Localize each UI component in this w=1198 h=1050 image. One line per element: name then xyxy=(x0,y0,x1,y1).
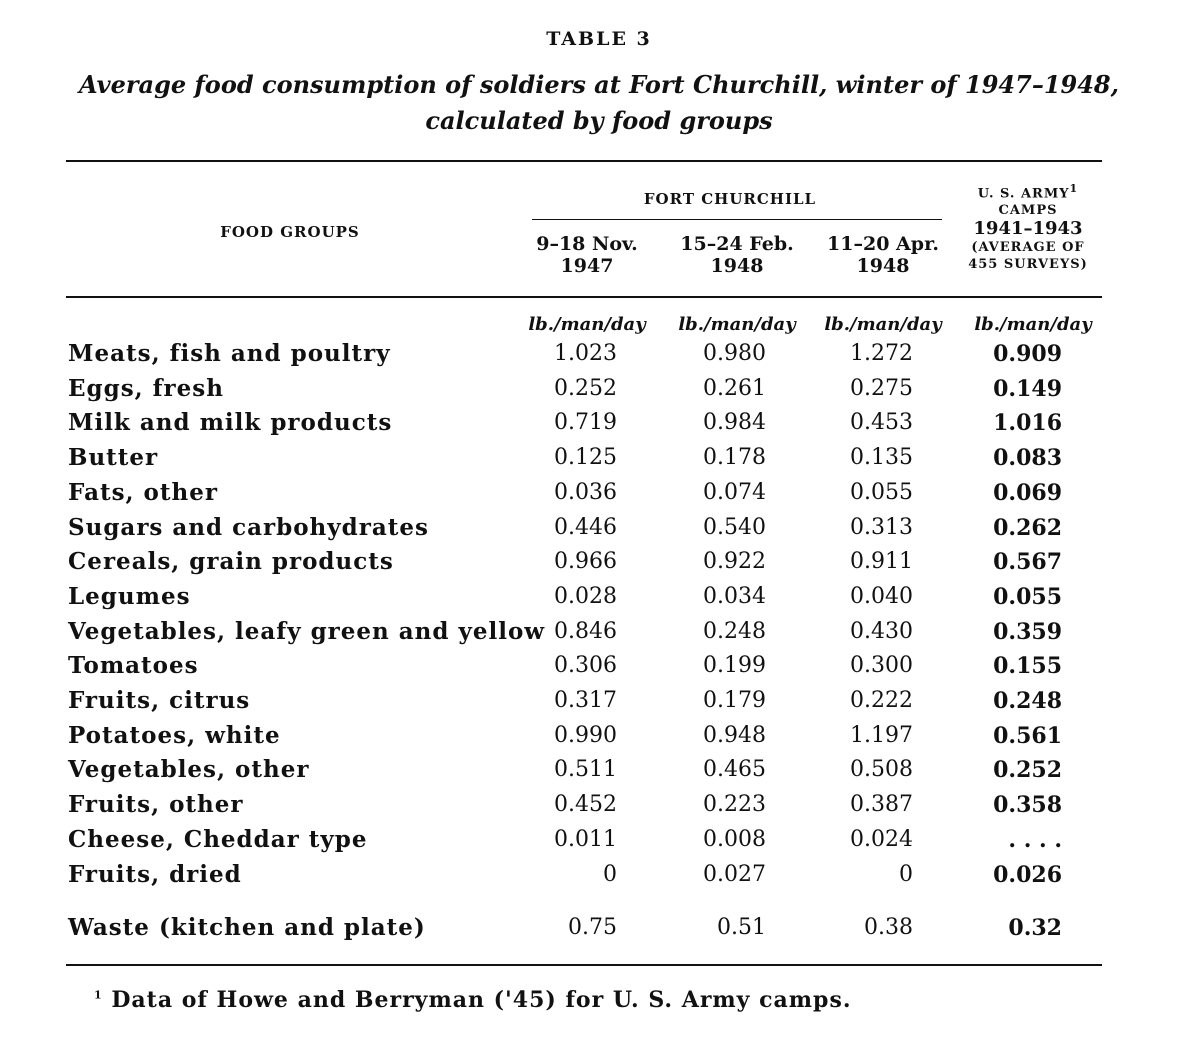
row-value-col-4: 1.016 xyxy=(993,410,1062,436)
row-value-col-2: 0.465 xyxy=(703,757,766,782)
col-1-header-date: 9–18 Nov. xyxy=(536,233,638,255)
row-label: Cheese, Cheddar type xyxy=(68,826,368,853)
row-value-col-4: 0.359 xyxy=(993,619,1062,645)
row-value-col-1: 0.252 xyxy=(554,376,617,401)
col-3-header-date: 11–20 Apr. xyxy=(827,233,939,255)
row-value-col-2: 0.248 xyxy=(703,619,766,644)
row-label: Fruits, citrus xyxy=(68,687,251,714)
row-value-col-1: 0.452 xyxy=(554,792,617,817)
row-value-col-4: 0.155 xyxy=(993,653,1062,679)
row-value-col-4: 0.909 xyxy=(993,341,1062,367)
row-value-col-1: 0.511 xyxy=(554,757,617,782)
row-value-col-1: 0.446 xyxy=(554,515,617,540)
row-value-col-3: 0 xyxy=(899,862,913,887)
row-label: Tomatoes xyxy=(68,652,199,679)
row-value-col-4: 0.083 xyxy=(993,445,1062,471)
row-value-col-1: 0.011 xyxy=(554,827,617,852)
row-value-col-4: 0.262 xyxy=(993,515,1062,541)
row-label: Potatoes, white xyxy=(68,722,281,749)
row-value-col-3: 0.300 xyxy=(850,653,913,678)
row-value-col-4: 0.561 xyxy=(993,723,1062,749)
row-value-col-4: 0.358 xyxy=(993,792,1062,818)
row-value-col-1: 0.317 xyxy=(554,688,617,713)
row-value-col-4: 0.149 xyxy=(993,376,1062,402)
row-label: Butter xyxy=(68,444,159,471)
row-value-col-3: 0.313 xyxy=(850,515,913,540)
row-label: Cereals, grain products xyxy=(68,548,394,575)
row-value-col-1: 0.306 xyxy=(554,653,617,678)
col-3-header-year: 1948 xyxy=(856,255,910,277)
top-rule xyxy=(66,160,1102,162)
unit-col-2: lb./man/day xyxy=(678,314,796,335)
row-value-col-1: 0.846 xyxy=(554,619,617,644)
col-1-header-year: 1947 xyxy=(560,255,614,277)
row-value-col-2: 0.034 xyxy=(703,584,766,609)
row-value-col-4: 0.055 xyxy=(993,584,1062,610)
fort-churchill-subrule xyxy=(532,219,942,220)
row-value-col-1: 0.125 xyxy=(554,445,617,470)
col-4-header-line-1: U. S. ARMY xyxy=(977,186,1070,202)
row-value-col-1: 0.990 xyxy=(554,723,617,748)
col-1-header xyxy=(512,233,662,277)
row-value-col-1: 0.036 xyxy=(554,480,617,505)
row-value-col-2: 0.261 xyxy=(703,376,766,401)
footnote-mark: 1 xyxy=(94,988,103,1002)
row-value-col-4: 0.248 xyxy=(993,688,1062,714)
row-value-col-2: 0.008 xyxy=(703,827,766,852)
unit-col-1: lb./man/day xyxy=(528,314,646,335)
row-value-col-1: 0.75 xyxy=(568,915,617,940)
row-value-col-3: 1.197 xyxy=(850,723,913,748)
col-4-header-line-3: 1941–1943 xyxy=(973,218,1083,240)
row-value-col-4: 0.567 xyxy=(993,549,1062,575)
food-groups-header: FOOD GROUPS xyxy=(220,223,360,241)
table-label: TABLE 3 xyxy=(546,28,652,50)
footnote xyxy=(94,987,851,1013)
row-value-col-1: 0.719 xyxy=(554,410,617,435)
row-label: Eggs, fresh xyxy=(68,375,224,402)
row-label: Fats, other xyxy=(68,479,218,506)
row-value-col-3: 0.508 xyxy=(850,757,913,782)
row-label: Legumes xyxy=(68,583,191,610)
row-label: Meats, fish and poultry xyxy=(68,340,391,367)
row-value-col-3: 0.024 xyxy=(850,827,913,852)
row-value-col-4: 0.32 xyxy=(1008,915,1062,941)
col-4-footnote-mark: 1 xyxy=(1069,182,1079,195)
col-2-header-date: 15–24 Feb. xyxy=(680,233,794,255)
row-value-col-4: 0.069 xyxy=(993,480,1062,506)
row-value-col-2: 0.980 xyxy=(703,341,766,366)
row-value-col-3: 0.135 xyxy=(850,445,913,470)
col-2-header xyxy=(662,233,812,277)
row-value-col-2: 0.51 xyxy=(717,915,766,940)
row-value-col-3: 0.222 xyxy=(850,688,913,713)
row-value-col-1: 0.028 xyxy=(554,584,617,609)
footnote-text: Data of Howe and Berryman ('45) for U. S. Army camps. xyxy=(111,987,852,1013)
row-value-col-4: 0.026 xyxy=(993,862,1062,888)
row-value-col-2: 0.984 xyxy=(703,410,766,435)
row-value-col-3: 1.272 xyxy=(850,341,913,366)
row-value-col-2: 0.223 xyxy=(703,792,766,817)
row-value-col-3: 0.38 xyxy=(864,915,913,940)
row-value-col-3: 0.387 xyxy=(850,792,913,817)
row-label: Milk and milk products xyxy=(68,409,393,436)
row-value-col-3: 0.453 xyxy=(850,410,913,435)
row-value-col-3: 0.040 xyxy=(850,584,913,609)
bottom-rule xyxy=(66,964,1102,966)
row-value-col-2: 0.027 xyxy=(703,862,766,887)
row-value-col-1: 0 xyxy=(603,862,617,887)
row-label: Waste (kitchen and plate) xyxy=(68,914,426,941)
row-value-col-1: 1.023 xyxy=(554,341,617,366)
col-4-header-line-5: 455 SURVEYS) xyxy=(968,257,1088,273)
row-value-col-2: 0.948 xyxy=(703,723,766,748)
unit-col-4: lb./man/day xyxy=(974,314,1092,335)
fort-churchill-header: FORT CHURCHILL xyxy=(643,190,817,208)
row-value-col-2: 0.540 xyxy=(703,515,766,540)
caption-line-1: Average food consumption of soldiers at Fort Churchill, winter of 1947–1948, xyxy=(79,70,1119,99)
row-label: Vegetables, leafy green and yellow xyxy=(68,618,546,645)
col-4-header-line-2: CAMPS xyxy=(998,203,1058,219)
row-value-col-2: 0.074 xyxy=(703,480,766,505)
row-value-col-3: 0.911 xyxy=(850,549,913,574)
col-2-header-year: 1948 xyxy=(710,255,764,277)
row-value-col-2: 0.922 xyxy=(703,549,766,574)
col-3-header xyxy=(808,233,958,277)
row-value-col-2: 0.179 xyxy=(703,688,766,713)
row-value-col-3: 0.275 xyxy=(850,376,913,401)
row-label: Vegetables, other xyxy=(68,756,310,783)
row-value-col-4: . . . . xyxy=(1008,827,1062,853)
col-4-header xyxy=(948,180,1108,273)
row-value-col-3: 0.055 xyxy=(850,480,913,505)
unit-col-3: lb./man/day xyxy=(824,314,942,335)
row-label: Sugars and carbohydrates xyxy=(68,514,429,541)
col-4-header-line-4: (AVERAGE OF xyxy=(971,240,1085,256)
caption-line-2: calculated by food groups xyxy=(425,106,773,135)
row-label: Fruits, other xyxy=(68,791,244,818)
row-value-col-4: 0.252 xyxy=(993,757,1062,783)
row-value-col-3: 0.430 xyxy=(850,619,913,644)
row-label: Fruits, dried xyxy=(68,861,242,888)
row-value-col-2: 0.199 xyxy=(703,653,766,678)
row-value-col-2: 0.178 xyxy=(703,445,766,470)
header-rule xyxy=(66,296,1102,298)
row-value-col-1: 0.966 xyxy=(554,549,617,574)
